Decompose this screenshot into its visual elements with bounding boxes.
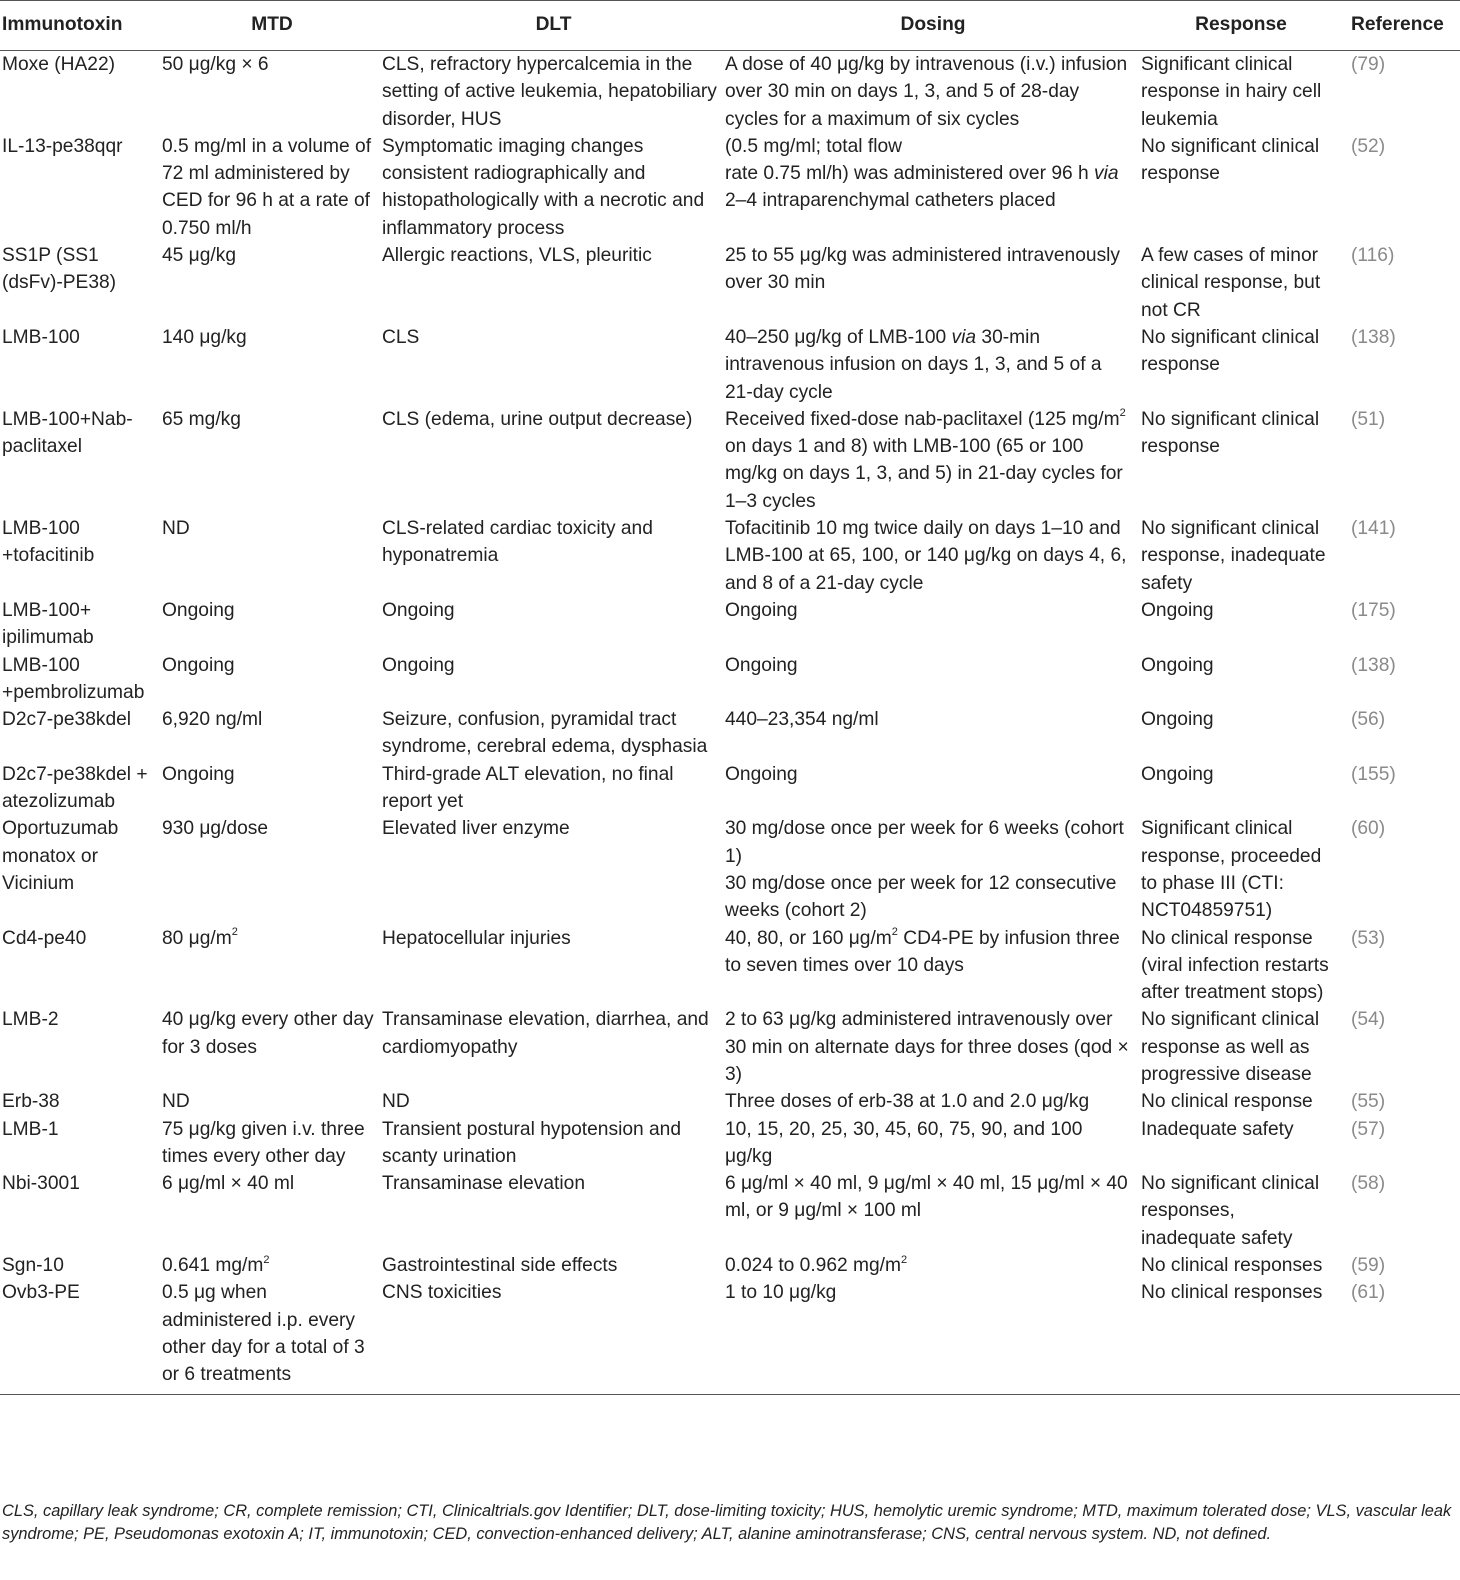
dosing-cell: Ongoing	[725, 763, 798, 785]
dlt-cell: Transaminase elevation, diarrhea, and cardiomyopathy	[382, 1009, 709, 1058]
dosing-cell: 2 to 63 μg/kg administered intravenously over 30 min on alternate days for three doses (qod × 3)	[725, 1009, 1129, 1085]
mtd-cell: 6,920 ng/ml	[162, 709, 263, 731]
reference-cell: (141)	[1351, 518, 1396, 540]
dlt-cell: CLS (edema, urine output decrease)	[382, 408, 693, 430]
response-cell: Ongoing	[1141, 599, 1214, 621]
dlt-cell: Transaminase elevation	[382, 1173, 585, 1195]
response-cell: No significant clinical response	[1141, 408, 1320, 458]
table-row	[0, 1006, 1460, 1088]
immunotoxin-cell: D2c7-pe38kdel + atezolizumab	[2, 763, 148, 813]
dlt-cell: Seizure, confusion, pyramidal tract syndrome, cerebral edema, dysphasia	[382, 709, 708, 758]
dlt-cell: Third-grade ALT elevation, no final report yet	[382, 763, 674, 813]
header-response: Response	[1141, 1, 1341, 51]
dosing-cell: 6 μg/ml × 40 ml, 9 μg/ml × 40 ml, 15 μg/ml × 40 ml, or 9 μg/ml × 100 ml	[725, 1173, 1128, 1222]
dosing-cell: (0.5 mg/ml; total flow rate 0.75 ml/h) was administered over 96 h via 2–4 intraparenchymal catheters placed	[725, 135, 1119, 212]
immunotoxin-cell: LMB-100+Nab-paclitaxel	[2, 408, 133, 458]
response-cell: Inadequate safety	[1141, 1118, 1294, 1140]
response-cell: No significant clinical response, inadequate safety	[1141, 518, 1326, 594]
table-row	[0, 1252, 1460, 1279]
reference-cell: (51)	[1351, 408, 1386, 430]
immunotoxin-cell: LMB-100 +tofacitinib	[2, 518, 95, 567]
dlt-cell: Hepatocellular injuries	[382, 927, 571, 949]
mtd-cell: ND	[162, 518, 190, 540]
dosing-cell: Tofacitinib 10 mg twice daily on days 1–10 and LMB-100 at 65, 100, or 140 μg/kg on days 4, 6, and 8 of a 21-day cycle	[725, 518, 1127, 594]
immunotoxin-cell: LMB-1	[2, 1118, 59, 1140]
header-immunotoxin: Immunotoxin	[0, 1, 162, 51]
header-mtd: MTD	[162, 1, 382, 51]
response-cell: No significant clinical response	[1141, 135, 1320, 185]
mtd-cell: 0.5 mg/ml in a volume of 72 ml administered by CED for 96 h at a rate of 0.750 ml/h	[162, 135, 372, 239]
immunotoxin-cell: IL-13-pe38qqr	[2, 135, 123, 157]
mtd-cell: 6 μg/ml × 40 ml	[162, 1173, 295, 1195]
immunotoxin-cell: LMB-100+ ipilimumab	[2, 599, 94, 649]
mtd-cell: 50 μg/kg × 6	[162, 54, 269, 75]
table-row	[0, 761, 1460, 816]
dosing-cell: Received fixed-dose nab-paclitaxel (125 $mg/m^2$ on days 1 and 8) with LMB-100 (65 or 100 mg/kg on days 1, 3, and 5) in 21-day cycles for 1–3 cycles	[725, 407, 1126, 512]
mtd-cell: 0.5 μg when administered i.p. every other day for a total of 3 or 6 treatments	[162, 1279, 382, 1394]
table-row	[0, 652, 1460, 707]
table-body	[0, 51, 1460, 1395]
dlt-cell: Ongoing	[382, 654, 455, 676]
dlt-cell: CLS	[382, 326, 420, 348]
immunotoxin-cell: LMB-2	[2, 1009, 59, 1031]
response-cell: No significant clinical responses, inadequate safety	[1141, 1173, 1320, 1249]
response-cell: A few cases of minor clinical response, but not CR	[1141, 245, 1321, 321]
dlt-cell: CLS-related cardiac toxicity and hyponatremia	[382, 518, 653, 567]
table-footnote: CLS, capillary leak syndrome; CR, complete remission; CTI, Clinicaltrials.gov Identifier; DLT, dose-limiting toxicity; HUS, hemolytic uremic syndrome; MTD, maximum tolerated dose; VLS, vascular leak syndrome; PE, Pseudomonas exotoxin A; IT, immunotoxin; CED, convection-enhanced delivery; ALT, alanine aminotransferase; CNS, central nervous system. ND, not defined.	[2, 1502, 1452, 1543]
response-cell: No clinical responses	[1141, 1279, 1341, 1394]
dosing-cell: 40, 80, or 160 $\mu g/m^2$ CD4-PE by infusion three to seven times over 10 days	[725, 926, 1120, 976]
response-cell: Significant clinical response in hairy cell leukemia	[1141, 54, 1322, 130]
table-row	[0, 1116, 1460, 1171]
mtd-cell: Ongoing	[162, 763, 235, 785]
mtd-cell: 40 μg/kg every other day for 3 doses	[162, 1009, 374, 1058]
immunotoxin-cell: Oportuzumab monatox or Vicinium	[2, 818, 119, 894]
reference-cell: (57)	[1351, 1118, 1386, 1140]
header-row	[0, 1, 1460, 51]
reference-cell: (138)	[1351, 654, 1396, 676]
dosing-cell: Ongoing	[725, 599, 798, 621]
response-cell: Ongoing	[1141, 709, 1214, 731]
dlt-cell: Allergic reactions, VLS, pleuritic	[382, 245, 652, 267]
dosing-cell: 440–23,354 ng/ml	[725, 709, 879, 731]
mtd-cell: 80 $\mu g/m^2$	[162, 926, 238, 949]
mtd-cell: 75 μg/kg given i.v. three times every other day	[162, 1118, 365, 1167]
mtd-cell: 45 μg/kg	[162, 245, 236, 267]
dlt-cell: Elevated liver enzyme	[382, 818, 570, 840]
reference-cell: (55)	[1351, 1091, 1386, 1113]
reference-cell: (60)	[1351, 818, 1386, 840]
table-row	[0, 406, 1460, 515]
mtd-cell: 140 μg/kg	[162, 326, 247, 348]
dosing-cell: Three doses of erb-38 at 1.0 and 2.0 μg/kg	[725, 1091, 1090, 1113]
table-row	[0, 1170, 1460, 1252]
reference-cell: (56)	[1351, 709, 1386, 731]
table-row	[0, 925, 1460, 1007]
dosing-cell: 30 mg/dose once per week for 6 weeks (cohort 1) 30 mg/dose once per week for 12 consecutive weeks (cohort 2)	[725, 818, 1124, 922]
immunotoxin-cell: SS1P (SS1 (dsFv)-PE38)	[2, 245, 117, 294]
mtd-cell: 0.641 $mg/m^2$	[162, 1253, 270, 1277]
reference-cell: (54)	[1351, 1009, 1386, 1031]
response-cell: No clinical response	[1141, 1091, 1313, 1113]
table-row	[0, 815, 1460, 924]
immunotoxin-cell: Moxe (HA22)	[2, 54, 116, 75]
response-cell: No significant clinical response as well as progressive disease	[1141, 1009, 1320, 1085]
table-row	[0, 51, 1460, 133]
dosing-cell: A dose of 40 μg/kg by intravenous (i.v.) infusion over 30 min on days 1, 3, and 5 of 28-day cycles for a maximum of six cycles	[725, 54, 1128, 130]
dosing-cell: Ongoing	[725, 654, 798, 676]
table-row	[0, 133, 1460, 242]
immunotoxin-cell: LMB-100	[2, 326, 80, 348]
table-row	[0, 1279, 1460, 1394]
dosing-cell: 0.024 to 0.962 $mg/m^2$	[725, 1253, 908, 1277]
immunotoxin-cell: Cd4-pe40	[2, 927, 87, 949]
mtd-cell: ND	[162, 1091, 190, 1113]
response-cell: Ongoing	[1141, 654, 1214, 676]
immunotoxin-cell: D2c7-pe38kdel	[2, 709, 132, 731]
reference-cell: (79)	[1351, 54, 1386, 75]
immunotoxin-cell: Ovb3-PE	[0, 1279, 162, 1394]
reference-cell: (175)	[1351, 599, 1396, 621]
reference-cell: (155)	[1351, 763, 1396, 785]
mtd-cell: 930 μg/dose	[162, 818, 269, 840]
reference-cell: (61)	[1341, 1279, 1460, 1394]
dlt-cell: Symptomatic imaging changes consistent radiographically and histopathologically with a necrotic and inflammatory process	[382, 135, 705, 239]
header-dosing: Dosing	[725, 1, 1141, 51]
response-cell: No clinical responses	[1141, 1255, 1323, 1277]
reference-cell: (138)	[1351, 326, 1396, 348]
mtd-cell: 65 mg/kg	[162, 408, 241, 430]
dlt-cell: Gastrointestinal side effects	[382, 1255, 618, 1277]
reference-cell: (53)	[1351, 927, 1386, 949]
dlt-cell: CNS toxicities	[382, 1279, 725, 1394]
reference-cell: (59)	[1351, 1255, 1386, 1277]
response-cell: No significant clinical response	[1141, 326, 1320, 376]
dosing-cell: 25 to 55 μg/kg was administered intravenously over 30 min	[725, 245, 1121, 294]
mtd-cell: Ongoing	[162, 654, 235, 676]
dlt-cell: Ongoing	[382, 599, 455, 621]
reference-cell: (116)	[1351, 245, 1395, 267]
table-row	[0, 1088, 1460, 1115]
response-cell: Ongoing	[1141, 763, 1214, 785]
table-row	[0, 242, 1460, 324]
table-row	[0, 324, 1460, 406]
dlt-cell: CLS, refractory hypercalcemia in the setting of active leukemia, hepatobiliary disorder, HUS	[382, 54, 717, 130]
table-row	[0, 597, 1460, 652]
immunotoxin-cell: Erb-38	[2, 1091, 60, 1113]
dlt-cell: Transient postural hypotension and scanty urination	[382, 1118, 682, 1167]
immunotoxin-cell: LMB-100 +pembrolizumab	[2, 654, 145, 703]
reference-cell: (52)	[1351, 135, 1386, 157]
dlt-cell: ND	[382, 1091, 410, 1113]
dosing-cell: 1 to 10 μg/kg	[725, 1279, 1141, 1394]
response-cell: Significant clinical response, proceeded to phase III (CTI: NCT04859751)	[1141, 818, 1322, 922]
dosing-cell: 40–250 μg/kg of LMB-100 via 30-min intravenous infusion on days 1, 3, and 5 of a 21-day cycle	[725, 326, 1102, 403]
header-dlt: DLT	[382, 1, 725, 51]
table-row	[0, 515, 1460, 597]
dosing-cell: 10, 15, 20, 25, 30, 45, 60, 75, 90, and 100 μg/kg	[725, 1118, 1083, 1167]
immunotoxin-cell: Nbi-3001	[2, 1173, 80, 1195]
immunotoxin-cell: Sgn-10	[2, 1255, 64, 1277]
reference-cell: (58)	[1351, 1173, 1386, 1195]
response-cell: No clinical response (viral infection restarts after treatment stops)	[1141, 927, 1329, 1004]
mtd-cell: Ongoing	[162, 599, 235, 621]
header-reference: Reference	[1341, 1, 1460, 51]
table-row	[0, 706, 1460, 761]
